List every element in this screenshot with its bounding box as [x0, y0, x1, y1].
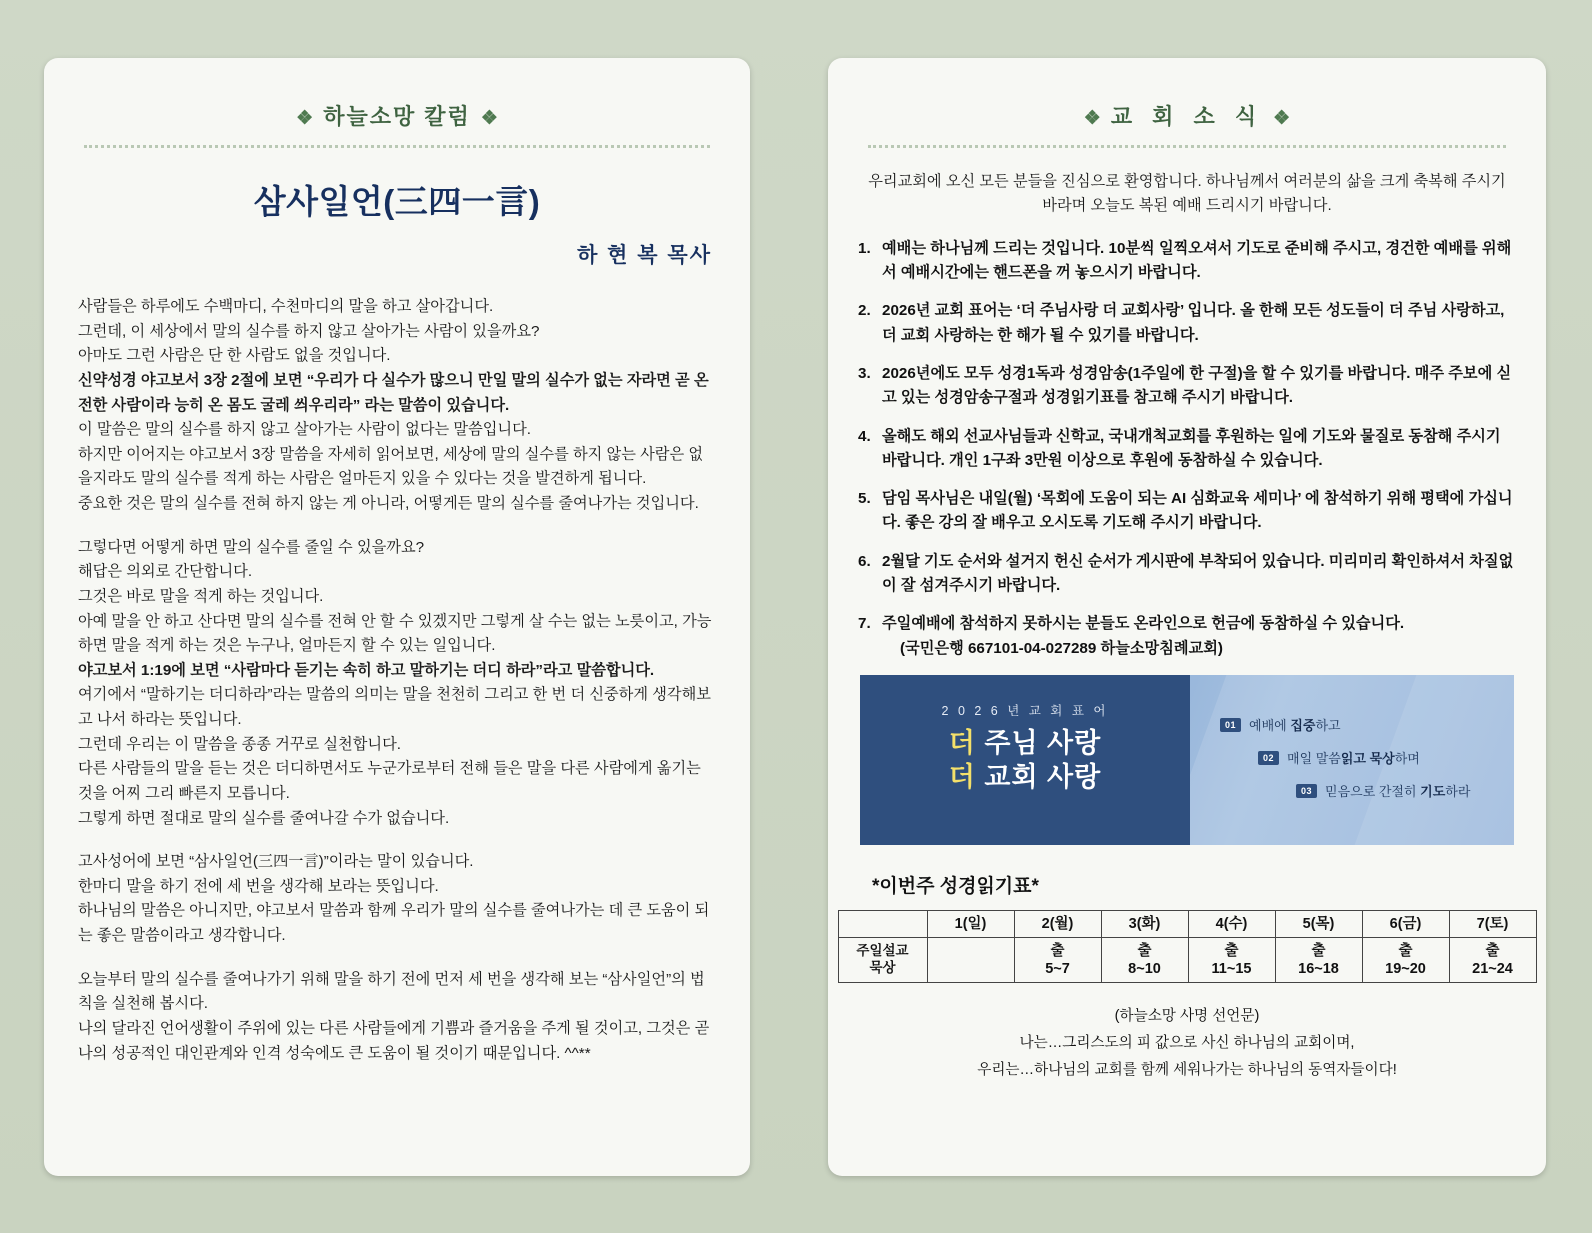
- notice-item: [858, 487, 1516, 536]
- article-title: 삼사일언(三四一言): [253, 183, 541, 220]
- table-cell: [1101, 938, 1188, 983]
- notice-text: 담임 목사님은 내일(월) ‘목회에 도움이 되는 AI 심화교육 세미나’ 에 참석하기 위해 평택에 가십니다. 좋은 강의 잘 배우고 오시도록 기도해 주시기 바랍니다.: [882, 490, 1513, 532]
- banner-point-text: [1287, 748, 1420, 767]
- table-header-cell: 3(화): [1101, 911, 1188, 938]
- notice-number: 7.: [858, 615, 871, 633]
- article-paragraph: 하나님의 말씀은 아니지만, 야고보서 말씀과 함께 우리가 말의 실수를 줄여나가는 데 큰 도움이 되는 좋은 말씀이라고 생각합니다.: [78, 902, 710, 944]
- banner-slogan-line1: [860, 727, 1190, 761]
- banner-point-text: [1249, 715, 1341, 734]
- notice-number: 6.: [858, 552, 871, 570]
- mission-statement-line1: 나는…그리스도의 피 값으로 사신 하나님의 교회이며,: [1019, 1034, 1355, 1051]
- welcome-text: 우리교회에 오신 모든 분들을 진심으로 환영합니다. 하나님께서 여러분의 삶을 크게 축복해 주시기 바라며 오늘도 복된 예배 드리시기 바랍니다.: [868, 173, 1506, 215]
- divider: [868, 145, 1506, 148]
- banner-point: [1296, 781, 1470, 800]
- notice-text: 예배는 하나님께 드리는 것입니다. 10분씩 일찍오셔서 기도로 준비해 주시고, 경건한 예배를 위해서 예배시간에는 핸드폰을 꺼 놓으시기 바랍니다.: [882, 239, 1512, 281]
- article-paragraph: 아마도 그런 사람은 단 한 사람도 없을 것입니다.: [78, 347, 391, 365]
- notice-text: 올해도 해외 선교사님들과 신학교, 국내개척교회를 후원하는 일에 기도와 물질로 동참해 주시기 바랍니다. 개인 1구좌 3만원 이상으로 후원에 동참하실 수 있습니다.: [882, 427, 1501, 469]
- article-paragraph: 그것은 바로 말을 적게 하는 것입니다.: [78, 587, 324, 605]
- table-header-cell: 5(목): [1275, 911, 1362, 938]
- banner-year-text: 2 0 2 6 년 교 회 표 어: [941, 704, 1109, 718]
- banner-point-text-part: 예배에: [1249, 718, 1291, 733]
- table-cell-book: 출: [1224, 943, 1239, 960]
- notice-text: 2월달 기도 순서와 설거지 헌신 순서가 게시판에 부착되어 있습니다. 미리미리 확인하셔서 차질없이 잘 섬겨주시기 바랍니다.: [882, 552, 1514, 595]
- banner-point-text-part: 하라: [1445, 784, 1471, 799]
- article-paragraph: 하지만 이어지는 야고보서 3장 말씀을 자세히 읽어보면, 세상에 말의 실수를 하지 않는 사람은 없을지라도 말의 실수를 적게 하는 사람은 얼마든지 있을 수 있다는 것을 발견하게 됩니다.: [78, 445, 704, 488]
- notice-number: 5.: [858, 490, 871, 508]
- table-cell-book: 출: [1398, 943, 1413, 960]
- article-paragraph: 여기에서 “말하기는 더디하라”라는 말씀의 의미는 말을 천천히 그리고 한 번 더 신중하게 생각해보고 나서 하라는 뜻입니다.: [78, 686, 711, 728]
- table-cell-range: 5~7: [1045, 961, 1070, 978]
- notice-bank-account: (국민은행 667101-04-027289 하늘소망침례교회): [900, 639, 1223, 657]
- table-cell: [1275, 938, 1362, 983]
- notice-list: [858, 237, 1516, 661]
- banner-slogan-line2-main: 교회 사랑: [984, 761, 1102, 792]
- article-paragraph-scripture: 신약성경 야고보서 3장 2절에 보면 “우리가 다 실수가 많으니 만일 말의 실수가 없는 자라면 곧 온전한 사람이라 능히 온 몸도 굴레 씌우리라” 라는 말씀이 있습니다.: [78, 371, 709, 414]
- article-paragraph: 그런데, 이 세상에서 말의 실수를 하지 않고 살아가는 사람이 있을까요?: [78, 322, 540, 340]
- article-paragraph: 고사성어에 보면 “삼사일언(三四一言)”이라는 말이 있습니다.: [78, 853, 474, 871]
- notice-text-main: 주일예배에 참석하지 못하시는 분들도 온라인으로 헌금에 동참하실 수 있습니다.: [882, 615, 1405, 633]
- notice-text: 2026년 교회 표어는 ‘더 주님사랑 더 교회사랑’ 입니다. 올 한해 모든 성도들이 더 주님 사랑하고, 더 교회 사랑하는 한 해가 될 수 있기를 바랍니다.: [882, 302, 1505, 344]
- article-paragraph: 나의 달라진 언어생활이 주위에 있는 다른 사람들에게 기쁨과 즐거움을 주게 될 것이고, 그것은 곧 나의 성공적인 대인관계와 인격 성숙에도 큰 도움이 될 것이기 때문입니다. ^^**: [78, 1019, 710, 1062]
- table-cell-range: 11~15: [1211, 961, 1252, 978]
- table-cell-book: 출: [1485, 943, 1500, 960]
- diamond-icon: ❖: [1083, 108, 1101, 129]
- mission-statement-line2: 우리는…하나님의 교회를 함께 세워나가는 하나님의 동역자들이다!: [977, 1061, 1397, 1078]
- notice-item: [858, 299, 1516, 348]
- banner-point-text-part: 믿음으로 간절히: [1325, 784, 1421, 799]
- diamond-icon: ❖: [480, 108, 498, 129]
- article-paragraph: 오늘부터 말의 실수를 줄여나가기 위해 말을 하기 전에 먼저 세 번을 생각해 보는 “삼사일언”의 법칙을 실천해 봅시다.: [78, 970, 705, 1013]
- table-cell: [1449, 938, 1536, 983]
- notice-number: 3.: [858, 364, 871, 382]
- banner-slogan-line2: [860, 761, 1190, 795]
- column-panel-right: [828, 58, 1546, 1176]
- banner-point-text-part: 매일 말씀: [1287, 751, 1341, 766]
- table-header-cell: 1(일): [927, 911, 1014, 938]
- notice-item: [858, 237, 1516, 286]
- article-paragraph: 다른 사람들의 말을 듣는 것은 더디하면서도 누군가로부터 전해 들은 말을 다른 사람에게 옮기는 것을 어찌 그리 빠른지 모릅니다.: [78, 760, 701, 802]
- table-row: [838, 938, 1536, 983]
- notice-item: [858, 612, 1516, 661]
- table-cell: [1014, 938, 1101, 983]
- table-cell: [1188, 938, 1275, 983]
- diamond-icon: ❖: [296, 108, 314, 129]
- notice-text: 2026년에도 모두 성경1독과 성경암송(1주일에 한 구절)을 할 수 있기를 바랍니다. 매주 주보에 싣고 있는 성경암송구절과 성경읽기표를 참고해 주시기 바랍니다.: [882, 364, 1512, 407]
- table-header-cell: 6(금): [1362, 911, 1449, 938]
- table-row-label: [838, 938, 927, 983]
- notice-item: [858, 362, 1516, 411]
- notice-number: 2.: [858, 302, 871, 320]
- table-row-label-line1: 주일설교: [856, 943, 909, 959]
- notice-number: 1.: [858, 239, 871, 257]
- banner-point-number: 01: [1220, 718, 1241, 732]
- banner-point-text-bold: 집중: [1290, 718, 1316, 733]
- banner-point-number: 03: [1296, 784, 1317, 798]
- banner-points: [1220, 715, 1470, 814]
- banner-point-text-bold: 기도: [1420, 784, 1446, 799]
- article-paragraph: 그렇게 하면 절대로 말의 실수를 줄여나갈 수가 없습니다.: [78, 809, 450, 827]
- table-header-row: [838, 911, 1536, 938]
- diamond-icon: ❖: [1273, 108, 1291, 129]
- banner-point-text: [1325, 781, 1470, 800]
- article-body: [78, 295, 716, 1066]
- article-author: 하 현 복 목사: [577, 244, 712, 267]
- table-header-cell: 2(월): [1014, 911, 1101, 938]
- banner-slogan-line1-main: 주님 사랑: [984, 728, 1102, 758]
- table-cell-book: 출: [1137, 943, 1152, 960]
- banner-slogan: [860, 727, 1190, 795]
- right-heading-text: 교 회 소 식: [1110, 104, 1264, 129]
- article-paragraph: 그런데 우리는 이 말씀을 종종 거꾸로 실천합니다.: [78, 735, 401, 753]
- article-paragraph: 이 말씀은 말의 실수를 하지 않고 살아가는 사람이 없다는 말씀입니다.: [78, 421, 531, 439]
- article-paragraph: 사람들은 하루에도 수백마디, 수천마디의 말을 하고 살아갑니다.: [78, 298, 494, 315]
- table-cell-sunday: [927, 938, 1014, 983]
- table-cell-range: 19~20: [1385, 961, 1426, 978]
- divider: [84, 145, 710, 148]
- banner-point-text-part: 하며: [1394, 751, 1420, 766]
- notice-text: [882, 612, 1516, 661]
- article-paragraph: 해답은 의외로 간단합니다.: [78, 563, 253, 581]
- church-slogan-banner: [860, 675, 1514, 845]
- notice-item: [858, 550, 1516, 599]
- article-paragraph: 중요한 것은 말의 실수를 전혀 하지 않는 게 아니라, 어떻게든 말의 실수를 줄여나가는 것입니다.: [78, 495, 699, 512]
- left-heading-text: 하늘소망 칼럼: [323, 104, 471, 129]
- article-paragraph: 그렇다면 어떻게 하면 말의 실수를 줄일 수 있을까요?: [78, 538, 425, 556]
- table-corner-cell: [838, 911, 927, 938]
- bible-reading-title: *이번주 성경읽기표*: [872, 876, 1039, 897]
- banner-point-text-bold: 읽고 묵상: [1340, 751, 1395, 766]
- banner-slogan-line1-prefix: 더: [948, 728, 985, 758]
- left-section-heading: [44, 58, 750, 131]
- mission-statement: [868, 1005, 1506, 1081]
- table-cell-book: 출: [1050, 943, 1065, 960]
- banner-point: [1220, 715, 1470, 734]
- table-cell: [1362, 938, 1449, 983]
- table-cell-book: 출: [1311, 943, 1326, 960]
- table-header-cell: 7(토): [1449, 911, 1536, 938]
- column-panel-left: [44, 58, 750, 1176]
- banner-point: [1258, 748, 1470, 767]
- table-cell-range: 8~10: [1128, 961, 1161, 978]
- notice-item: [858, 425, 1516, 474]
- mission-statement-title: (하늘소망 사명 선언문): [1114, 1008, 1260, 1025]
- article-paragraph: 한마디 말을 하기 전에 세 번을 생각해 보라는 뜻입니다.: [78, 877, 439, 895]
- article-paragraph: 아예 말을 안 하고 산다면 말의 실수를 전혀 안 할 수 있겠지만 그렇게 살 수는 없는 노릇이고, 가능하면 말을 적게 하는 것은 누구나, 얼마든지 할 수 있는 일입니다.: [78, 612, 712, 655]
- right-section-heading: [828, 58, 1546, 131]
- banner-point-text-part: 하고: [1315, 718, 1341, 733]
- bible-reading-table: [838, 910, 1537, 983]
- article-paragraph-scripture: 야고보서 1:19에 보면 “사람마다 듣기는 속히 하고 말하기는 더디 하라”라고 말씀합니다.: [78, 661, 655, 679]
- banner-point-number: 02: [1258, 751, 1279, 765]
- banner-left-block: [860, 675, 1190, 845]
- banner-slogan-line2-prefix: 더: [948, 761, 985, 792]
- table-cell-range: 16~18: [1298, 961, 1339, 978]
- table-header-cell: 4(수): [1188, 911, 1275, 938]
- table-cell-range: 21~24: [1472, 961, 1513, 978]
- notice-number: 4.: [858, 427, 871, 445]
- table-row-label-line2: 묵상: [869, 960, 896, 976]
